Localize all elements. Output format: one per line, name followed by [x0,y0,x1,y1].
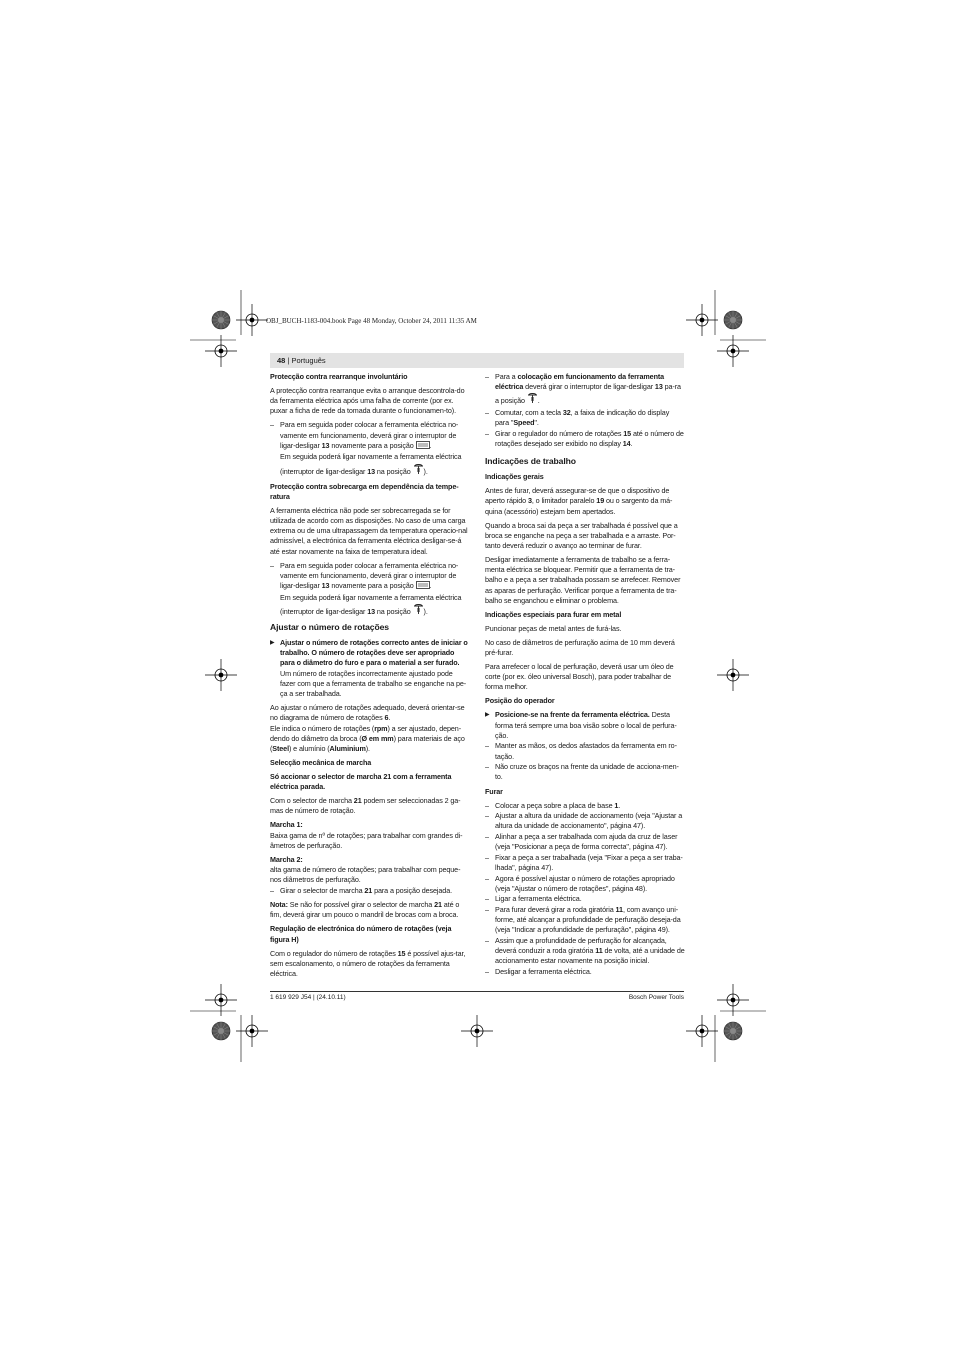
dash-marker: – [485,372,489,381]
heading-restart-protection: Protecção contra rearranque involuntário [270,372,408,381]
crosshair-icon [236,1015,268,1047]
list-item: – Para a colocação em funcionamento da ferramenta eléctrica deverá girar o interruptor de ligar-desligar 13 pa-ra a posição . [485,372,685,408]
list-item: – Não cruze os braços na frente da unidade de acciona-men-to. [485,762,679,782]
paragraph-gear-1: Baixa gama de nº de rotações; para trabalhar com grandes di-âmetros de perfuração. [270,830,463,850]
list-continuation: Em seguida poderá ligar novamente a ferramenta eléctrica (interruptor de ligar-desligar 13 na posição ). [270,452,470,477]
registration-target-icon [212,1022,230,1040]
list-item: – Fixar a peça a ser trabalhada (veja "Fixar a peça a ser traba-lhada", página 47). [485,852,683,873]
page-number: 48 [277,356,286,365]
registration-target-icon [724,311,742,329]
left-column [270,372,470,983]
crosshair-icon [717,984,749,1016]
header-separator: | [285,356,292,365]
heading-gear-selection: Selecção mecânica de marcha [270,758,372,768]
paragraph-general: Antes de furar, deverá assegurar-se de que o dispositivo de aperto rápido 3, o limitador paralelo 19 ou o sargento da má-quina (acessório) estejam bem apertados. [485,486,673,516]
heading-metal-drilling: Indicações especiais para furar em metal [485,609,622,619]
dash-marker: – [485,741,489,751]
list-item: – Girar o selector de marcha 21 para a posição desejada. [270,886,453,896]
dash-marker: – [485,894,489,904]
crosshair-icon [461,1015,493,1047]
crosshair-icon [717,335,749,367]
page-header-bar [270,353,684,368]
dash-marker: – [485,873,489,883]
dash-marker: – [485,832,489,842]
off-position-icon [416,581,430,592]
crosshair-icon [236,304,268,336]
list-item: – Para em seguida poder colocar a ferramenta eléctrica no-vamente em funcionamento, deverá girar o interruptor de ligar-desligar 13 novamente para a posição . [270,420,470,452]
paragraph-metal-2: No caso de diâmetros de perfuração acima de 10 mm deverá pré-furar. [485,637,675,658]
list-item: – Desligar a ferramenta eléctrica. [485,967,592,977]
paragraph-gear: Com o selector de marcha 21 podem ser seleccionadas 2 ga-mas de número de rotação. [270,796,461,816]
footer-brand: Bosch Power Tools [628,994,684,1001]
list-item: – Ligar a ferramenta eléctrica. [485,894,582,904]
registration-target-icon [212,311,230,329]
dash-marker: – [485,967,489,977]
page-header [277,356,326,365]
heading-general-instructions: Indicações gerais [485,472,544,482]
crosshair-icon [717,659,749,691]
crosshair-icon [205,984,237,1016]
list-item: – Agora é possível ajustar o número de rotações apropriado (veja "Ajustar o número de rotações", página 48). [485,873,675,893]
list-item: – Para furar deverá girar a roda giratória 11, com avanço uni-forme, até alcançar a profundidade de perfuração deseja-da (veja "Indicar a profundidade de perfuração", página 49). [485,905,681,935]
heading-gear-1: Marcha 1: [270,820,303,830]
gear-warning: Só accionar o selector de marcha 21 com a ferramenta eléctrica parada. [270,772,452,792]
paragraph-metal-3: Para arrefecer o local de perfuração, deverá usar um óleo de corte (por ex. óleo universal Bosch), para poder trabalhar de forma melhor. [485,662,674,692]
list-item: – Para em seguida poder colocar a ferramenta eléctrica no-vamente em funcionamento, deverá girar o interruptor de ligar-desligar 13 novamente para a posição . [270,561,470,593]
list-item: – Manter as mãos, os dedos afastados da ferramenta em ro-tação. [485,741,677,761]
dash-marker: – [485,905,489,915]
warning-item: ▶ Posicione-se na frente da ferramenta eléctrica. Desta forma terá sempre uma boa visão sobre o local de perfura-ção. [485,710,677,740]
paragraph-metal-1: Puncionar peças de metal antes de furá-las. [485,623,622,633]
list-item: – Assim que a profundidade de perfuração for alcançada, deverá conduzir a roda giratória 11 de volta, até a unidade de accionamento estar novamente na posição inicial. [485,936,685,966]
header-language: Português [291,356,326,365]
dash-marker: – [270,886,274,896]
crosshair-icon [205,335,237,367]
footer-doc-id: 1 619 929 J54 | (24.10.11) [270,994,346,1001]
paragraph-blocked-tool: Desligar imediatamente a ferramenta de trabalho se a ferra-menta eléctrica se bloquear. Permitir que a ferramenta de tra-balho e a peça a ser trabalhada possam se arrefecer. Remover as aparas de perfuração. Verificar porque a ferramenta de tra-balho se enganchou e eliminar o problema. [485,555,681,605]
paragraph-overload-protection: A ferramenta eléctrica não pode ser sobrecarregada se for utilizada de acordo com as disposições. No caso de uma carga extrema ou de uma ultrapassagem da temperatura operacio-nal admissível, a electrónica da ferramenta eléctrica desligar-se-á até estar novamente na faixa de temperatura ideal. [270,505,468,556]
note-paragraph: Nota: Se não for possível girar o selector de marcha 21 até o fim, deverá girar um pouco o mandril de brocas com a broca. [270,900,460,920]
right-column [485,372,685,978]
dash-marker: – [485,852,489,862]
crosshair-icon [205,659,237,691]
dash-marker: – [485,936,489,946]
crosshair-icon [686,1015,718,1047]
heading-work-instructions: Indicações de trabalho [485,456,576,467]
dash-marker: – [485,428,489,438]
on-position-icon [413,603,424,618]
heading-drilling: Furar [485,786,503,796]
crosshair-icon [686,304,718,336]
list-item: – Ajustar a altura da unidade de accionamento (veja "Ajustar a altura da unidade de accionamento", página 47). [485,811,683,831]
paragraph-adjust-rotations: Ao ajustar o número de rotações adequado, deverá orientar-se no diagrama de número de rotações 6. Ele indica o número de rotações (rpm) a ser ajustado, depen-dendo do diâmetro da broca (Ø em mm) para materiais de aço (Steel) e alumínio (Aluminium). [270,703,465,754]
list-item: – Colocar a peça sobre a placa de base 1. [485,800,621,810]
triangle-marker: ▶ [485,712,490,719]
triangle-marker: ▶ [270,640,275,647]
dash-marker: – [485,762,489,772]
registration-target-icon [724,1022,742,1040]
warning-item: ▶ Ajustar o número de rotações correcto antes de iniciar o trabalho. O número de rotações deve ser apropriado para o diâmetro do furo e para o material a ser furado. Um número de rotações incorrectamente ajustado pode fazer com que a ferramenta de trabalho se enganche na pe-ça a ser trabalhada. [270,638,468,699]
print-slug: OBJ_BUCH-1183-004.book Page 48 Monday, October 24, 2011 11:35 AM [266,317,477,325]
list-item: – Alinhar a peça a ser trabalhada com ajuda da cruz de laser (veja "Posicionar a peça de forma correcta", página 47). [485,832,678,852]
dash-marker: – [485,811,489,821]
on-position-icon [413,463,424,478]
dash-marker: – [270,560,274,570]
footer-rule [270,991,684,992]
heading-electronic-regulation: Regulação de electrónica do número de rotações (veja figura H) [270,924,452,944]
heading-adjust-rotations: Ajustar o número de rotações [270,622,389,633]
heading-operator-position: Posição do operador [485,696,555,706]
paragraph-gear-2: alta gama de número de rotações; para trabalhar com peque-nos diâmetros de perfuração. [270,865,461,885]
paragraph-restart-protection: A protecção contra rearranque evita o arranque descontrola-do da ferramenta eléctrica após uma falha de corrente (por ex. puxar a ficha de rede da tomada durante o funcionamen-to). [270,386,465,416]
dash-marker: – [270,420,274,430]
paragraph-electronic-regulation: Com o regulador do número de rotações 15 é possível ajus-tar, sem escalonamento, o número de rotações da ferramenta eléctrica. [270,948,466,979]
paragraph-drill-exit: Quando a broca sai da peça a ser trabalhada é possível que a broca se enganche na peça a ser trabalhada e a arraste. Por-tanto deverá reduzir o avanço ao terminar de furar. [485,520,678,551]
dash-marker: – [485,408,489,417]
on-position-icon [527,392,538,407]
heading-gear-2: Marcha 2: [270,854,303,864]
off-position-icon [416,441,430,452]
list-item: – Girar o regulador do número de rotações 15 até o número de rotações desejado ser exibido no display 14. [485,428,684,448]
list-item: – Comutar, com a tecla 32, a faixa de indicação do display para "Speed". [485,408,670,428]
list-continuation: Em seguida poderá ligar novamente a ferramenta eléctrica (interruptor de ligar-desligar 13 na posição ). [270,593,470,618]
heading-overload-protection: Protecção contra sobrecarga em dependência da tempe-ratura [270,481,459,501]
dash-marker: – [485,800,489,810]
